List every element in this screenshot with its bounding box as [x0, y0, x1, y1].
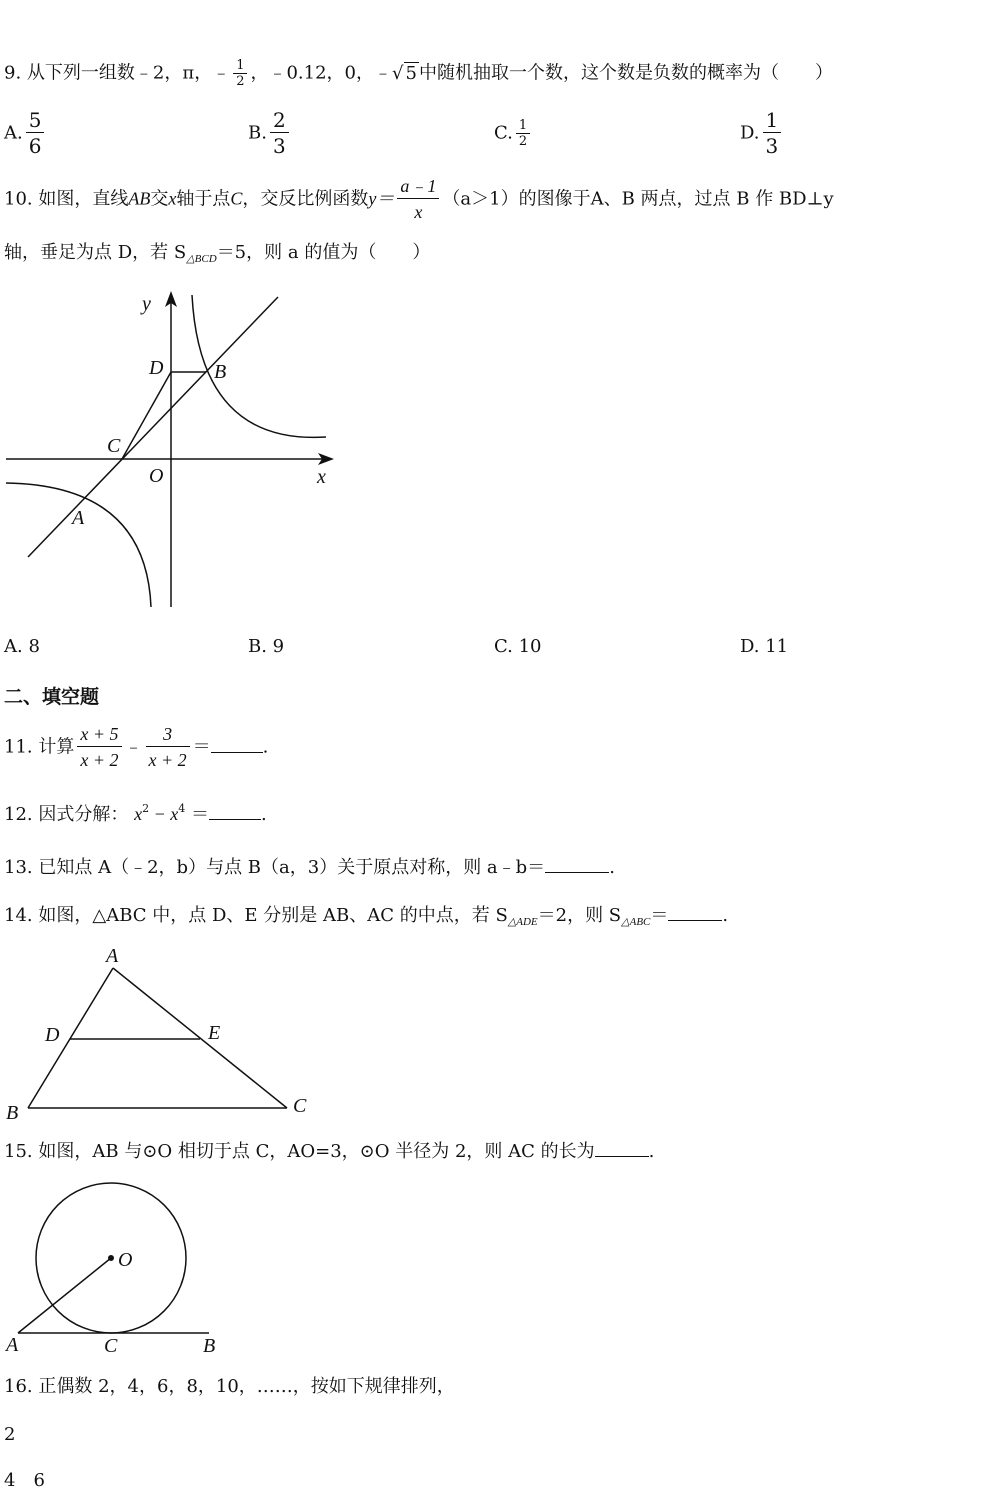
- label-c: C: [293, 1095, 307, 1117]
- label-a: A: [72, 507, 85, 529]
- answer-blank[interactable]: [211, 736, 263, 753]
- label-b: B: [214, 361, 227, 383]
- question-text: ，﹣0.12，0，﹣: [250, 62, 393, 84]
- answer-blank[interactable]: [545, 856, 609, 873]
- question-14: 14. 如图，△ABC 中，点 D、E 分别是 AB、AC 的中点，若 $S_{\triangle ADE}=2$，则 $S_{\triangle ABC}=$ .: [4, 905, 729, 928]
- pattern-row-2: 4 6: [4, 1470, 45, 1491]
- question-16: 16. 正偶数 2，4，6，8，10，……，按如下规律排列，: [4, 1376, 455, 1397]
- label-e: E: [208, 1022, 221, 1044]
- label-a: A: [106, 945, 119, 967]
- sqrt-symbol: √ 5: [392, 62, 417, 84]
- segment-ab: [28, 968, 113, 1108]
- q10-option-c: C. 10: [494, 636, 542, 657]
- label-d: D: [149, 357, 164, 379]
- question-text: 中随机抽取一个数，这个数是负数的概率为（ ）: [418, 62, 833, 84]
- q9-option-a: A. $\frac{5}{6}$: [4, 108, 47, 159]
- question-10-stem: 10. 如图，直线AB交x轴于点C，交反比例函数y＝ $\frac{a﹣1}{x}$ （a＞1）的图像于A、B 两点，过点 B 作 BD⊥y: [4, 176, 834, 222]
- center-point-o: [108, 1255, 114, 1261]
- label-o: O: [149, 465, 164, 487]
- label-a: A: [6, 1334, 19, 1356]
- question-12: 12. 因式分解： $x^2 - x^4$ ＝ .: [4, 802, 267, 825]
- segment-ac: [113, 968, 287, 1108]
- line-ab: [28, 297, 278, 557]
- question-15: 15. 如图，AB 与⊙O 相切于点 C，AO=3，⊙O 半径为 2，则 AC 的长为 .: [4, 1141, 655, 1162]
- label-c: C: [104, 1335, 118, 1357]
- q15-figure: [0, 1180, 240, 1360]
- question-10-line2: 轴，垂足为点 D，若 $S_{\triangle BCD}=5$，则 a 的值为（ ）: [4, 242, 431, 265]
- pattern-row-1: 2: [4, 1424, 16, 1445]
- label-b: B: [203, 1335, 216, 1357]
- answer-blank[interactable]: [595, 1140, 649, 1157]
- answer-blank[interactable]: [209, 803, 261, 820]
- question-9-stem: [4, 58, 833, 89]
- question-number: 9.: [4, 62, 22, 84]
- q9-option-c: C. $\frac{1}{2}$: [494, 118, 533, 149]
- q10-option-d: D. 11: [740, 636, 789, 657]
- q10-option-b: B. 9: [248, 636, 285, 657]
- fraction: $\frac{1}{2}$: [233, 58, 247, 89]
- label-x: x: [317, 466, 326, 488]
- label-y: y: [142, 293, 151, 315]
- q14-figure: [0, 938, 330, 1128]
- q10-option-a: A. 8: [4, 636, 40, 657]
- hyperbola-branch-3: [6, 483, 151, 607]
- q10-figure: [0, 285, 340, 615]
- label-d: D: [45, 1024, 60, 1046]
- question-text: 从下列一组数﹣2，π，﹣: [26, 62, 231, 84]
- label-c: C: [107, 435, 121, 457]
- label-o: O: [118, 1249, 133, 1271]
- answer-blank[interactable]: [668, 904, 722, 921]
- q9-option-d: D. $\frac{1}{3}$: [740, 108, 784, 159]
- section-title: 二、填空题: [4, 686, 100, 708]
- segment-ao: [18, 1258, 111, 1333]
- question-11: 11. 计算 $\frac{x + 5}{x + 2}$ ﹣ $\frac{3}{x + 2}$ ＝ .: [4, 724, 269, 770]
- label-b: B: [6, 1102, 19, 1124]
- question-13: 13. 已知点 A（﹣2，b）与点 B（a，3）关于原点对称，则 a﹣b＝ .: [4, 857, 615, 878]
- q9-option-b: B. $\frac{2}{3}$: [248, 108, 292, 159]
